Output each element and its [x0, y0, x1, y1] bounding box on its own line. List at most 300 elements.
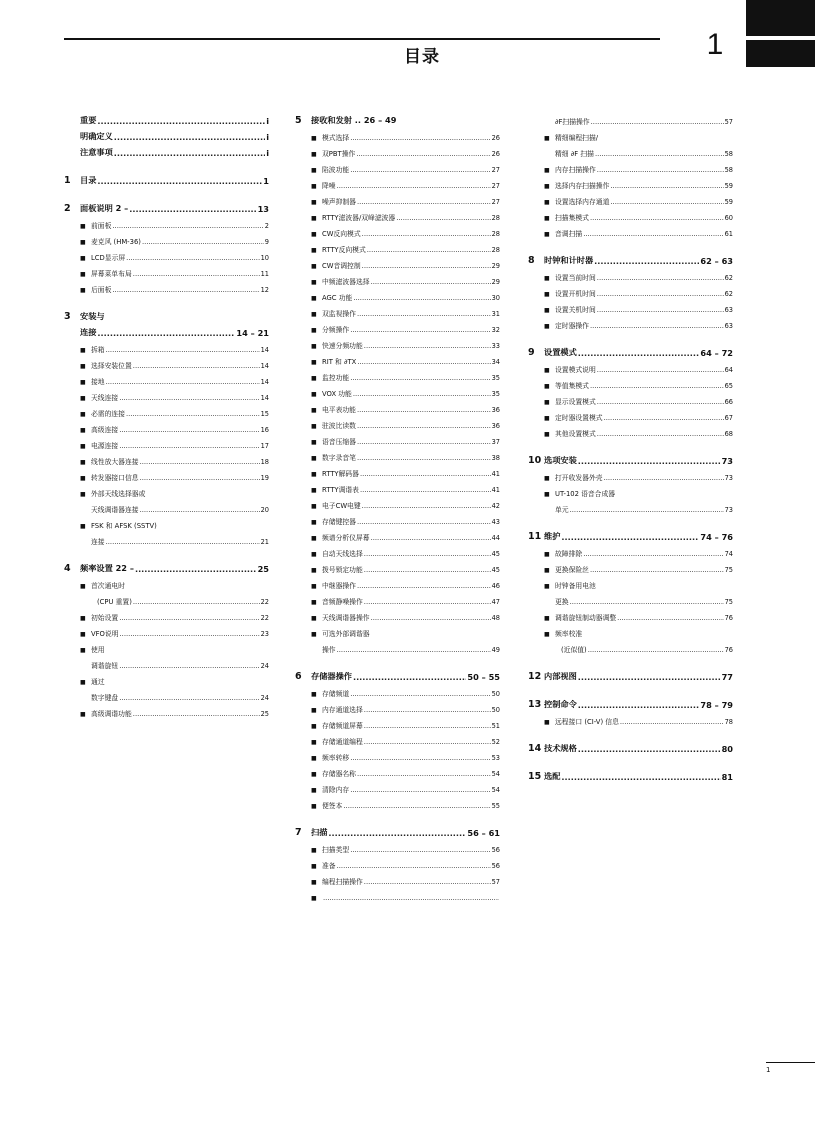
- toc-entry[interactable]: [295, 302, 500, 318]
- toc-entry[interactable]: [64, 386, 269, 402]
- toc-spacer: [528, 726, 733, 738]
- bullet-square-icon: ■: [80, 255, 86, 262]
- toc-entry[interactable]: [295, 414, 500, 430]
- dot-leader: [350, 134, 490, 142]
- toc-entry-title: RTTY滤波器/双峰滤波器: [322, 214, 396, 222]
- dot-leader: [350, 786, 490, 794]
- dot-leader: [97, 176, 262, 186]
- toc-entry[interactable]: [295, 574, 500, 590]
- bullet-square-icon: ■: [311, 739, 317, 746]
- toc-entry[interactable]: [528, 590, 733, 606]
- toc-entry[interactable]: [295, 126, 500, 142]
- bullet-square-icon: ■: [311, 707, 317, 714]
- toc-entry[interactable]: [64, 450, 269, 466]
- toc-entry[interactable]: [295, 286, 500, 302]
- toc-entry[interactable]: [295, 446, 500, 462]
- dot-leader: [357, 310, 491, 318]
- bullet-square-icon: ■: [544, 431, 550, 438]
- toc-section[interactable]: [64, 110, 269, 126]
- toc-entry-title: 时钟备用电池: [555, 582, 596, 590]
- bullet-square-icon: ■: [544, 383, 550, 390]
- toc-entry[interactable]: [64, 354, 269, 370]
- toc-page-number: 38: [491, 454, 500, 462]
- toc-entry[interactable]: [64, 574, 269, 590]
- toc-entry-title: 接地: [91, 378, 105, 386]
- toc-entry[interactable]: [64, 498, 269, 514]
- toc-entry-title: 重要: [80, 115, 97, 125]
- dot-leader: [590, 382, 724, 390]
- toc-section[interactable]: [528, 342, 733, 358]
- toc-entry-title: 转发器接口信息: [91, 474, 139, 482]
- toc-entry[interactable]: [528, 574, 733, 590]
- toc-entry[interactable]: [528, 298, 733, 314]
- toc-entry[interactable]: [295, 478, 500, 494]
- toc-entry-title: 通过: [91, 678, 105, 686]
- toc-page-number: 58: [724, 150, 733, 158]
- toc-entry[interactable]: [528, 190, 733, 206]
- toc-entry[interactable]: [528, 358, 733, 374]
- toc-section[interactable]: [528, 250, 733, 266]
- toc-entry-title: 等值集模式: [555, 382, 589, 390]
- toc-page-number: 34: [491, 358, 500, 366]
- toc-entry[interactable]: [295, 142, 500, 158]
- bullet-square-icon: ■: [311, 151, 317, 158]
- dot-leader: [362, 230, 491, 238]
- bullet-square-icon: ■: [311, 567, 317, 574]
- toc-section[interactable]: [64, 322, 269, 338]
- toc-entry[interactable]: [295, 238, 500, 254]
- toc-section[interactable]: [528, 450, 733, 466]
- toc-entry[interactable]: [528, 174, 733, 190]
- bullet-square-icon: ■: [80, 459, 86, 466]
- dot-leader: [126, 254, 259, 262]
- bullet-square-icon: ■: [311, 167, 317, 174]
- bullet-square-icon: ■: [544, 475, 550, 482]
- toc-entry[interactable]: [528, 266, 733, 282]
- toc-entry-title: RTTY解码器: [322, 470, 359, 478]
- toc-page-number: 36: [491, 406, 500, 414]
- toc-page-number: 24: [260, 662, 269, 670]
- bullet-square-icon: ■: [80, 347, 86, 354]
- dot-leader: [337, 182, 491, 190]
- toc-spacer: [64, 546, 269, 558]
- toc-entry[interactable]: [528, 314, 733, 330]
- toc-spacer: [528, 654, 733, 666]
- toc-entry-title: 频率校准: [555, 630, 583, 638]
- toc-entry[interactable]: [528, 558, 733, 574]
- dot-leader: [356, 150, 490, 158]
- toc-section-number: 8: [528, 255, 535, 266]
- toc-entry[interactable]: [295, 606, 500, 622]
- toc-entry[interactable]: [64, 418, 269, 434]
- toc-entry[interactable]: [295, 794, 500, 810]
- toc-entry[interactable]: [295, 870, 500, 886]
- toc-entry[interactable]: [64, 590, 269, 606]
- dot-leader: [133, 270, 260, 278]
- dot-leader: [604, 474, 724, 482]
- toc-entry-title: 数字键盘: [91, 694, 119, 702]
- dot-leader: [364, 738, 491, 746]
- dot-leader: [597, 166, 724, 174]
- toc-page-number: 51: [491, 722, 500, 730]
- dot-leader: [114, 148, 265, 158]
- toc-page-number: 56 – 61: [467, 828, 500, 838]
- toc-entry[interactable]: [295, 622, 500, 638]
- toc-entry[interactable]: [64, 654, 269, 670]
- toc-page-number: 23: [260, 630, 269, 638]
- toc-entry[interactable]: [528, 638, 733, 654]
- toc-entry-title: 前面板: [91, 222, 112, 230]
- toc-page-number: 11: [260, 270, 269, 278]
- dot-leader: [133, 710, 260, 718]
- toc-entry[interactable]: [528, 466, 733, 482]
- toc-entry[interactable]: [528, 406, 733, 422]
- bullet-square-icon: ■: [311, 599, 317, 606]
- toc-page-number: 75: [724, 598, 733, 606]
- toc-page-number: 64: [724, 366, 733, 374]
- dot-leader: [364, 550, 491, 558]
- toc-entry[interactable]: [295, 318, 500, 334]
- toc-page-number: 14: [260, 394, 269, 402]
- bullet-square-icon: ■: [544, 231, 550, 238]
- toc-entry[interactable]: [295, 174, 500, 190]
- dot-leader: [353, 672, 466, 682]
- toc-entry-title: 线性放大器连接: [91, 458, 139, 466]
- toc-entry[interactable]: [528, 710, 733, 726]
- toc-page-number: 43: [491, 518, 500, 526]
- bullet-square-icon: ■: [311, 583, 317, 590]
- toc-page-number: 60: [724, 214, 733, 222]
- toc-entry[interactable]: [528, 542, 733, 558]
- toc-entry-title: 存储通道编程: [322, 738, 363, 746]
- toc-entry[interactable]: [528, 206, 733, 222]
- toc-entry[interactable]: [528, 282, 733, 298]
- toc-entry-title: 面板说明 2 –: [80, 203, 129, 213]
- bullet-square-icon: ■: [544, 719, 550, 726]
- toc-entry[interactable]: [528, 482, 733, 498]
- toc-entry[interactable]: [64, 670, 269, 686]
- toc-entry[interactable]: [295, 206, 500, 222]
- toc-section-number: 3: [64, 311, 71, 322]
- toc-page-number: 63: [724, 306, 733, 314]
- toc-entry[interactable]: [295, 382, 500, 398]
- toc-entry[interactable]: [295, 638, 500, 654]
- toc-entry[interactable]: [64, 606, 269, 622]
- toc-entry[interactable]: [528, 374, 733, 390]
- toc-entry[interactable]: [295, 350, 500, 366]
- toc-entry[interactable]: [64, 622, 269, 638]
- toc-section[interactable]: [64, 142, 269, 158]
- header-rule: [64, 38, 660, 40]
- bullet-square-icon: ■: [80, 491, 86, 498]
- dot-leader: [364, 342, 491, 350]
- toc-entry[interactable]: [64, 482, 269, 498]
- toc-section-number: 1: [64, 175, 71, 186]
- toc-entry-title: 单元: [555, 506, 569, 514]
- bullet-square-icon: ■: [80, 523, 86, 530]
- toc-entry[interactable]: [64, 638, 269, 654]
- toc-entry[interactable]: [64, 514, 269, 530]
- toc-entry[interactable]: [295, 762, 500, 778]
- toc-section[interactable]: [64, 126, 269, 142]
- toc-entry[interactable]: [295, 366, 500, 382]
- toc-page-number: 62: [724, 290, 733, 298]
- toc-entry-title: 首次通电时: [91, 582, 125, 590]
- toc-entry-title: AGC 功能: [322, 294, 353, 302]
- toc-page-number: 13: [257, 204, 269, 214]
- toc-entry[interactable]: [295, 510, 500, 526]
- toc-page-number: 31: [491, 310, 500, 318]
- toc-entry[interactable]: [295, 730, 500, 746]
- toc-entry[interactable]: [295, 542, 500, 558]
- toc-entry-title: 明确定义: [80, 131, 113, 141]
- bullet-square-icon: ■: [544, 367, 550, 374]
- toc-entry[interactable]: [64, 278, 269, 294]
- bullet-square-icon: ■: [311, 691, 317, 698]
- bullet-square-icon: ■: [544, 615, 550, 622]
- toc-entry-title: 清除内存: [322, 786, 350, 794]
- toc-entry[interactable]: [295, 746, 500, 762]
- toc-page-number: i: [266, 116, 269, 126]
- toc-entry[interactable]: [295, 886, 500, 902]
- toc-entry[interactable]: [295, 698, 500, 714]
- toc-page-number: 62 – 63: [700, 256, 733, 266]
- dot-leader: [119, 442, 259, 450]
- bullet-square-icon: ■: [80, 395, 86, 402]
- bullet-square-icon: ■: [80, 271, 86, 278]
- toc-page-number: 27: [491, 198, 500, 206]
- toc-entry-title: 拨号锁定功能: [322, 566, 363, 574]
- toc-entry-title: 音调扫描: [555, 230, 583, 238]
- toc-entry[interactable]: [295, 778, 500, 794]
- toc-entry[interactable]: [295, 682, 500, 698]
- toc-page-number: 21: [260, 538, 269, 546]
- bullet-square-icon: ■: [311, 879, 317, 886]
- toc-page-number: 63: [724, 322, 733, 330]
- bullet-square-icon: ■: [80, 583, 86, 590]
- toc-column-3: [528, 110, 733, 782]
- toc-entry[interactable]: [528, 498, 733, 514]
- toc-section[interactable]: [64, 170, 269, 186]
- toc-entry[interactable]: [295, 854, 500, 870]
- toc-page-number: 19: [260, 474, 269, 482]
- toc-entry[interactable]: [295, 398, 500, 414]
- dot-leader: [561, 532, 699, 542]
- toc-page-number: 49: [491, 646, 500, 654]
- toc-entry[interactable]: [295, 526, 500, 542]
- toc-entry[interactable]: [295, 590, 500, 606]
- toc-entry-title: 存储器名称: [322, 770, 356, 778]
- toc-page-number: 14: [260, 362, 269, 370]
- toc-entry-title: 调谐旋钮制动器调整: [555, 614, 617, 622]
- toc-section[interactable]: [64, 558, 269, 574]
- toc-entry-title: 精细 ∂F 扫描: [555, 150, 594, 158]
- toc-entry-title: 精细编程扫描/: [555, 134, 599, 142]
- toc-entry[interactable]: [528, 142, 733, 158]
- toc-entry[interactable]: [295, 838, 500, 854]
- toc-section[interactable]: [528, 766, 733, 782]
- toc-entry[interactable]: [295, 254, 500, 270]
- toc-entry[interactable]: [64, 686, 269, 702]
- toc-entry[interactable]: [295, 222, 500, 238]
- dot-leader: [578, 672, 721, 682]
- toc-page-number: 20: [260, 506, 269, 514]
- bullet-square-icon: ■: [80, 443, 86, 450]
- bullet-square-icon: ■: [311, 263, 317, 270]
- toc-entry-title: 便签本: [322, 802, 343, 810]
- dot-leader: [597, 366, 724, 374]
- dot-leader: [106, 538, 260, 546]
- toc-entry[interactable]: [64, 402, 269, 418]
- toc-entry[interactable]: [528, 606, 733, 622]
- toc-entry-title: 快速分频功能: [322, 342, 363, 350]
- toc-section[interactable]: [528, 738, 733, 754]
- bullet-square-icon: ■: [544, 183, 550, 190]
- bullet-square-icon: ■: [311, 771, 317, 778]
- toc-entry-title: 显示设置模式: [555, 398, 596, 406]
- toc-page-number: 78 – 79: [700, 700, 733, 710]
- dot-leader: [142, 238, 264, 246]
- toc-spacer: [528, 682, 733, 694]
- chapter-tab-top: [746, 0, 815, 36]
- dot-leader: [135, 564, 257, 574]
- toc-section[interactable]: [528, 694, 733, 710]
- dot-leader: [364, 722, 491, 730]
- dot-leader: [357, 582, 491, 590]
- toc-entry-title: 分频操作: [322, 326, 350, 334]
- dot-leader: [119, 694, 259, 702]
- toc-entry[interactable]: [295, 430, 500, 446]
- toc-entry[interactable]: [64, 262, 269, 278]
- toc-spacer: [64, 158, 269, 170]
- toc-entry-title: 高级连接: [91, 426, 119, 434]
- toc-entry[interactable]: [295, 558, 500, 574]
- dot-leader: [357, 770, 491, 778]
- dot-leader: [620, 718, 724, 726]
- toc-entry-title: 电源连接: [91, 442, 119, 450]
- toc-section[interactable]: [64, 306, 269, 322]
- toc-section[interactable]: [64, 198, 269, 214]
- dot-leader: [583, 550, 723, 558]
- toc-spacer: [295, 810, 500, 822]
- toc-entry[interactable]: [64, 214, 269, 230]
- toc-entry[interactable]: [528, 158, 733, 174]
- dot-leader: [364, 598, 491, 606]
- toc-page-number: 56: [491, 862, 500, 870]
- toc-entry[interactable]: [64, 338, 269, 354]
- toc-page-number: 28: [491, 230, 500, 238]
- dot-leader: [106, 346, 260, 354]
- toc-page-number: 35: [491, 374, 500, 382]
- toc-entry[interactable]: [528, 126, 733, 142]
- dot-leader: [119, 426, 259, 434]
- toc-entry-title: 定时器操作: [555, 322, 589, 330]
- toc-page-number: 45: [491, 566, 500, 574]
- toc-entry[interactable]: [295, 462, 500, 478]
- toc-page-number: 68: [724, 430, 733, 438]
- toc-entry[interactable]: [64, 702, 269, 718]
- toc-entry-title: 中继器操作: [322, 582, 356, 590]
- dot-leader: [617, 614, 723, 622]
- toc-section[interactable]: [295, 822, 500, 838]
- bullet-square-icon: ■: [311, 343, 317, 350]
- toc-entry[interactable]: [528, 222, 733, 238]
- toc-entry-title: 降噪: [322, 182, 336, 190]
- toc-entry-title: 必需的连接: [91, 410, 125, 418]
- bullet-square-icon: ■: [311, 615, 317, 622]
- toc-entry[interactable]: [295, 158, 500, 174]
- toc-section-number: 7: [295, 827, 302, 838]
- toc-entry[interactable]: [295, 334, 500, 350]
- toc-entry[interactable]: [64, 230, 269, 246]
- toc-page-number: 33: [491, 342, 500, 350]
- dot-leader: [371, 278, 491, 286]
- toc-page-number: 66: [724, 398, 733, 406]
- dot-leader: [357, 198, 491, 206]
- toc-entry-title: 设置当前时间: [555, 274, 596, 282]
- toc-entry[interactable]: [295, 270, 500, 286]
- toc-entry-title: 设置选择内存通道: [555, 198, 610, 206]
- toc-entry-title: 陷波功能: [322, 166, 350, 174]
- bullet-square-icon: ■: [311, 487, 317, 494]
- dot-leader: [140, 506, 260, 514]
- toc-entry[interactable]: [64, 370, 269, 386]
- toc-entry[interactable]: [295, 714, 500, 730]
- bullet-square-icon: ■: [311, 279, 317, 286]
- toc-page-number: 61: [724, 230, 733, 238]
- bullet-square-icon: ■: [311, 327, 317, 334]
- toc-entry[interactable]: [64, 530, 269, 546]
- toc-section[interactable]: [295, 110, 500, 126]
- toc-page-number: 17: [260, 442, 269, 450]
- toc-entry[interactable]: [528, 390, 733, 406]
- bullet-square-icon: ■: [544, 631, 550, 638]
- toc-entry[interactable]: [528, 422, 733, 438]
- toc-entry-title: 维护: [544, 531, 561, 541]
- dot-leader: [350, 690, 490, 698]
- toc-section[interactable]: [528, 526, 733, 542]
- bullet-square-icon: ■: [311, 311, 317, 318]
- toc-entry[interactable]: [528, 622, 733, 638]
- toc-entry-title: VFO说明: [91, 630, 119, 638]
- toc-page-number: 28: [491, 246, 500, 254]
- dot-leader: [595, 150, 724, 158]
- dot-leader: [360, 486, 491, 494]
- toc-entry-title: VOX 功能: [322, 390, 352, 398]
- toc-entry-title: 连接: [91, 538, 105, 546]
- toc-section-number: 6: [295, 671, 302, 682]
- toc-section[interactable]: [528, 666, 733, 682]
- dot-leader: [119, 662, 259, 670]
- bullet-square-icon: ■: [311, 631, 317, 638]
- toc-entry[interactable]: [64, 246, 269, 262]
- toc-page-number: 26: [491, 134, 500, 142]
- toc-entry-title: CW音调控制: [322, 262, 361, 270]
- toc-entry[interactable]: [295, 190, 500, 206]
- toc-page-number: 59: [724, 198, 733, 206]
- dot-leader: [578, 348, 700, 358]
- toc-entry[interactable]: [64, 434, 269, 450]
- bullet-square-icon: ■: [311, 359, 317, 366]
- toc-page-number: 25: [260, 710, 269, 718]
- toc-entry[interactable]: [64, 466, 269, 482]
- toc-entry-title: 技术规格: [544, 743, 577, 753]
- toc-section[interactable]: [295, 666, 500, 682]
- toc-entry[interactable]: [295, 494, 500, 510]
- toc-entry[interactable]: [528, 110, 733, 126]
- dot-leader: [588, 646, 724, 654]
- bullet-square-icon: ■: [80, 379, 86, 386]
